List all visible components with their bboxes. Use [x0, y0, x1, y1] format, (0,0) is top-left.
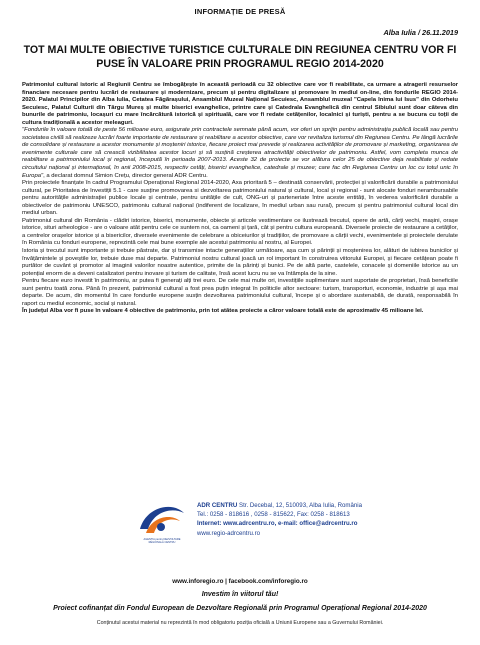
- address-line: [197, 501, 457, 510]
- body-paragraph: Pentru fiecare euro investit în patrimoniu, ar putea fi generați alți trei euro. De cele mai multe ori, investițiile suplimentare sunt suportate de proprietari, însă beneficiile sunt pentru toată zona. Până în prezent, patrimoniul cultural a fost prea puțin integrat în politicile altor sectoare: turism, transporturi, economie, industrie și așa mai departe. De acum, din momentul în care fondurile europene susțin dezvoltarea patrimoniului cultural, începe și o abordare sustenabilă, de durată, responsabilă în raport cu mediul economic, social și natural.: [22, 278, 458, 307]
- org-name: ADR CENTRU: [197, 502, 238, 509]
- phone-line: Tel.: 0258 - 818616 , 0258 - 815622, Fax: 0258 - 818613: [197, 511, 350, 519]
- footer-links[interactable]: www.inforegio.ro | facebook.com/inforegio.ro: [172, 578, 308, 585]
- regio-site-link[interactable]: www.regio-adrcentru.ro: [197, 529, 260, 537]
- logo-caption: AGENȚIA pentru DEZVOLTARE REGIONALĂ CENTRU: [143, 538, 181, 544]
- article-body: [22, 82, 458, 316]
- body-paragraph: Patrimoniul cultural din România - clădiri istorice, biserici, monumente, obiecte și articole vestimentare ce ilustrează trecutul, opere de artă, cărți vechi, mașini, orașe istorice, situri arheologice - are o valoare atât pentru cele ce suntem noi, ca oameni și țară, cât și pentru cultura europeană. Diversele proiecte de restaurare a cetăților, a centrelor orașelor istorice și a bisericilor, diversele evenimente de celebrare a obiceiurilor și tradițiilor, de promovare a cărții vechi, evenimentele și proiectele derulate în România cu fonduri europene, reprezintă cele mai bune exemple ale acestui patrimoniu al nostru, al Europei.: [22, 217, 458, 247]
- tagline: Investim în viitorul tău!: [201, 591, 279, 598]
- dateline: Alba Iulia / 26.11.2019: [383, 28, 458, 37]
- press-release-label: INFORMAȚIE DE PRESĂ: [194, 7, 286, 16]
- project-cofinancing-line: Proiect cofinanțat din Fondul European de Dezvoltare Regională prin Programul Operațional Regional 2014-2020: [53, 605, 427, 612]
- body-paragraph: Istoria și trecutul sunt importante și trebuie păstrate, dar și transmise intacte generațiilor următoare, așa cum și părinții și moștenirea lor, alături de iubirea bunicilor și învățămintele și poveștile lor, trebuie duse mai departe. Patrimoniul nostru cultural joacă un rol important în construirea viitorului Europei, și fiecare cetățean poate fi purtător de cuvânt și promotor al imaginii valorilor noastre autentice, primite de la părinți și bunici. Pe de altă parte, castelele, conacele și domeniile istorice au un potențial enorm de a deveni catalizatori pentru inovare și turism de calitate, însă acest lucru nu se va întâmpla de la sine.: [22, 248, 458, 277]
- body-paragraph: Prin proiectele finanțate în cadrul Programului Operațional Regional 2014-2020, Axa prioritară 5 – destinată conservării, protecției și valorificării durabile a patrimoniului cultural, pe Prioritatea de Investiții 5.1 - care susține promovarea si dezvoltarea patrimoniului natural și cultural, local și regional - sunt alocate fonduri nerambursabile pentru autoritățile administrației publice locale și centrale, pentru unitățile de cult, ONG-uri și parteneriate între aceste entități, în vederea valorificării durabile a obiectivelor de patrimoniu UNESCO, patrimoniu cultural național (indiferent de localizare, în mediul urban sau rural), precum și pentru patrimoniul cultural local din mediul urban.: [22, 180, 458, 217]
- quote-paragraph: [22, 127, 458, 180]
- disclaimer: Conținutul acestui material nu reprezintă în mod obligatoriu poziția oficială a Uniunii Europene sau a Guvernului României.: [96, 620, 384, 626]
- internet-line[interactable]: Internet: www.adrcentru.ro, e-mail: office@adrcentru.ro: [197, 520, 358, 528]
- contact-details: [197, 501, 457, 538]
- lead-paragraph: Patrimoniul cultural istoric al Regiunii Centru se îmbogățește în această perioadă cu 32 obiective care vor fi reabilitate, ca urmare a atragerii resurselor financiare necesare pentru lucrări de restaurare și modernizare, precum și pentru digitalizare și promovare în mediul on-line, din fondurile REGIO 2014-2020. Palatul Principilor din Alba Iulia, Cetatea Făgărașului, Ansamblul Muzeal Național Secuiesc, Ansamblul muzeal "Capela Inima lui Isus" din Odorheiu Secuiesc, Palatul Culturii din Târgu Mureș și multe biserici evanghelice, printre care și Catedrala Evanghelică din centrul Sibiului sunt doar câteva din bunurile de patrimoniu, locașuri cu mare încărcătură istorică și spirituală, care vor fi redate cetățenilor, localnici și turiști, pentru a se bucura cu toții de cultura tradițională a acestor meleaguri.: [22, 82, 458, 126]
- headline: TOT MAI MULTE OBIECTIVE TURISTICE CULTURALE DIN REGIUNEA CENTRU VOR FI PUSE ÎN VALOARE PRIN PROGRAMUL REGIO 2014-2020: [23, 44, 457, 70]
- closing-paragraph: În județul Alba vor fi puse în valoare 4 obiective de patrimoniu, prin tot atâtea proiecte a căror valoare totală este de aproximativ 45 milioane lei.: [22, 308, 424, 315]
- address: Str. Decebal, 12, 510093, Alba Iulia, România: [239, 502, 362, 509]
- director-quote: "Fondurile în valoare totală de peste 56 milioane euro, asigurate prin contractele semnate până acum, vor oferi un sprijin pentru administrația publică locală sau pentru societatea civilă să realizeze lucrări foarte importante de restaurare și reabilitare a acestor obiective, care vor revitaliza turismul din Regiunea Centru. Pe lângă lucrările de consolidare și restaurare a acestor monumente și moșteniri istorice, fiecare proiect mai prevede și realizarea activităților de promovare și marketing, organizarea de evenimente culturale care să crească vizibilitatea acestor locuri și să susțină creșterea atractivității obiectivelor de patrimoniu. Astfel, vom completa munca de reabilitare a patrimoniului local și regional, începută în perioada 2007-2013. Aceste 32 de proiecte se vor alătura celor 25 de obiective deja reabilitate și redate circuitului național și internațional, în anii 2008-2015, respectiv cetăți, biserici evanghelice, catedrale și muzee; care fac din Regiunea Centru un loc cu totul unic în Europa": [22, 127, 458, 179]
- adr-centru-logo-icon: [132, 497, 190, 555]
- quote-attribution: , a declarat domnul Simion Crețu, director general ADR Centru.: [43, 172, 208, 179]
- contact-block: [0, 493, 480, 563]
